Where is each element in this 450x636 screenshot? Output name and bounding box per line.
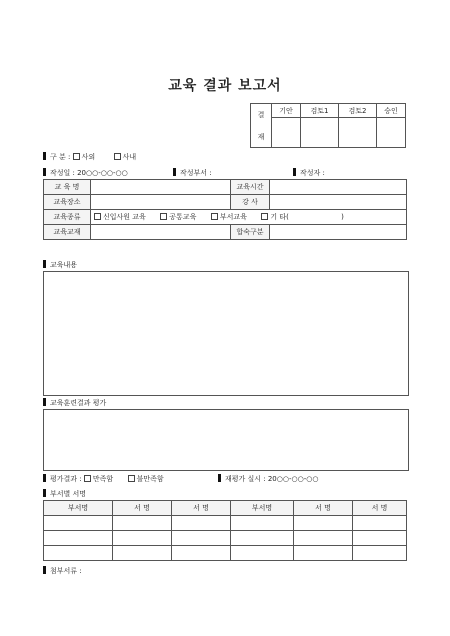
edu-material-label: 교육교재 (44, 225, 91, 240)
edu-time-value[interactable] (270, 180, 407, 195)
sign-cell[interactable] (44, 516, 113, 531)
checkbox-common[interactable] (160, 213, 167, 220)
section-marker (43, 168, 46, 176)
approval-sign-review1[interactable] (301, 118, 339, 148)
attachments-field: 첨부서류 : (43, 566, 82, 576)
sign-header-sign: 서 명 (172, 501, 231, 516)
sign-cell[interactable] (113, 531, 172, 546)
approval-sign-draft[interactable] (272, 118, 301, 148)
checkbox-new-employee[interactable] (94, 213, 101, 220)
completion-value[interactable] (270, 225, 407, 240)
approval-table (250, 103, 406, 148)
edu-name-label: 교 육 명 (44, 180, 91, 195)
sign-header-sign: 서 명 (294, 501, 353, 516)
evaluation-section-header: 교육훈련결과 평가 (43, 398, 106, 408)
edu-material-value[interactable] (91, 225, 231, 240)
approval-sign-review2[interactable] (338, 118, 376, 148)
page-title: 교육 결과 보고서 (168, 78, 282, 94)
education-info-table (43, 179, 407, 240)
author-field: 작성자 : (293, 168, 325, 178)
approval-header-approve: 승인 (376, 104, 405, 118)
approval-sign-approve[interactable] (376, 118, 405, 148)
sign-cell[interactable] (172, 531, 231, 546)
approval-side-label: 결 재 (251, 104, 272, 148)
table-row (44, 546, 407, 561)
signature-table (43, 500, 407, 561)
sign-header-dept: 부서명 (231, 501, 294, 516)
evaluation-result-row: 평가결과 : 만족함 불만족함 (43, 474, 164, 484)
section-marker (43, 474, 46, 482)
sign-cell[interactable] (353, 546, 407, 561)
section-marker (43, 489, 46, 497)
table-row (44, 516, 407, 531)
edu-type-label: 교육종류 (44, 210, 91, 225)
signature-section-header: 부서별 서명 (43, 489, 86, 499)
section-marker (43, 152, 46, 160)
section-marker (43, 566, 46, 574)
section-marker (173, 168, 176, 176)
table-row (44, 531, 407, 546)
checkbox-other[interactable] (261, 213, 268, 220)
sign-cell[interactable] (231, 531, 294, 546)
edu-place-value[interactable] (91, 195, 231, 210)
lecturer-value[interactable] (270, 195, 407, 210)
checkbox-internal[interactable] (114, 153, 121, 160)
sign-cell[interactable] (231, 546, 294, 561)
department-field: 작성부서 : (173, 168, 212, 178)
evaluation-textarea[interactable] (43, 409, 409, 471)
content-textarea[interactable] (43, 271, 409, 396)
section-marker (293, 168, 296, 176)
edu-type-options: 신입사원 교육 공통교육 부서교육 기 타( ) (91, 210, 407, 225)
approval-header-review2: 검토2 (338, 104, 376, 118)
content-section-header: 교육내용 (43, 260, 77, 270)
sign-cell[interactable] (172, 546, 231, 561)
edu-name-value[interactable] (91, 180, 231, 195)
lecturer-label: 강 사 (231, 195, 270, 210)
section-marker (43, 260, 46, 268)
checkbox-unsatisfied[interactable] (128, 475, 135, 482)
sign-cell[interactable] (44, 546, 113, 561)
section-marker (43, 398, 46, 406)
sign-cell[interactable] (113, 546, 172, 561)
date-field: 작성일 : 20○○-○○-○○ (43, 168, 128, 178)
sign-cell[interactable] (294, 546, 353, 561)
sign-cell[interactable] (172, 516, 231, 531)
sign-cell[interactable] (353, 531, 407, 546)
edu-time-label: 교육시간 (231, 180, 270, 195)
sign-header-dept: 부서명 (44, 501, 113, 516)
edu-place-label: 교육장소 (44, 195, 91, 210)
sign-cell[interactable] (294, 531, 353, 546)
classification-row: 구 분 : 사외 사내 (43, 152, 136, 162)
re-evaluation-field: 재평가 실시 : 20○○-○○-○○ (218, 474, 318, 484)
checkbox-satisfied[interactable] (84, 475, 91, 482)
checkbox-department[interactable] (211, 213, 218, 220)
sign-cell[interactable] (294, 516, 353, 531)
sign-cell[interactable] (44, 531, 113, 546)
sign-cell[interactable] (353, 516, 407, 531)
section-marker (218, 474, 221, 482)
sign-cell[interactable] (231, 516, 294, 531)
approval-header-review1: 검토1 (301, 104, 339, 118)
approval-header-draft: 기안 (272, 104, 301, 118)
checkbox-external[interactable] (73, 153, 80, 160)
completion-label: 합숙구분 (231, 225, 270, 240)
sign-cell[interactable] (113, 516, 172, 531)
sign-header-sign: 서 명 (353, 501, 407, 516)
sign-header-sign: 서 명 (113, 501, 172, 516)
